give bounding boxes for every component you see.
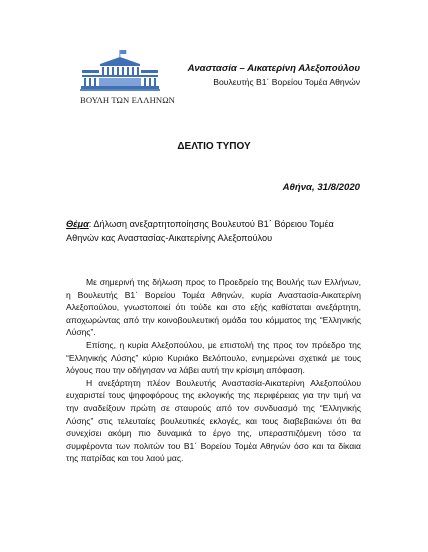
document-date: Αθήνα, 31/8/2020 xyxy=(282,182,360,193)
sender-block xyxy=(188,62,360,88)
sender-name: Αναστασία – Αικατερίνη Αλεξοπούλου xyxy=(187,63,360,74)
subject-text: : Δήλωση ανεξαρτητοποίησης Βουλευτού Β1΄ Βόρειου Τομέα Αθηνών κας Αναστασίας-Αικατερίνης Αλεξοπούλου xyxy=(66,219,334,243)
sender-role: Βουλευτής Β1΄ Βορείου Τομέα Αθηνών xyxy=(213,77,360,87)
paragraph: Η ανεξάρτητη πλέον Βουλευτής Αναστασία-Αικατερίνη Αλεξοπούλου ευχαριστεί τους ψηφοφόρους της εκλογικής της περιφέρειας για την τιμή να την αναδείξουν πρώτη σε σταυρούς από τον συνδυασμό της “Ελληνικής Λύσης” στις τελευταίες βουλευτικές εκλογές, και τους διαβεβαιώνει ότι θα συνεχίσει ακόμη πιο δυναμικά το έργο της, υπερασπιζόμενη τόσο τα συμφέροντα των πολιτών του Β1΄ Βορείου Τομέα Αθηνών όσο και τα δίκαια της πατρίδας και του λαού μας. xyxy=(66,377,361,464)
logo-text: ΒΟΥΛΗ ΤΩΝ ΕΛΛΗΝΩΝ xyxy=(80,95,175,105)
document-title: ΔΕΛΤΙΟ ΤΥΠΟΥ xyxy=(177,141,251,152)
paragraph: Επίσης, η κυρία Αλεξοπούλου, με επιστολή της προς τον πρόεδρο της “Ελληνικής Λύσης” κύριο Κυριάκο Βελόπουλο, ενημερώνει σχετικά με τους λόγους που την οδήγησαν να λάβει αυτή την κρίσιμη απόφαση. xyxy=(66,339,361,376)
paragraph: Με σημερινή της δήλωση προς το Προεδρείο της Βουλής των Ελλήνων, η Βουλευτής Β1΄ Βορείου Τομέα Αθηνών, κυρία Αναστασία-Αικατερίνη Αλεξοπούλου, γνωστοποιεί ότι τούδε και στο εξής καθίσταται ανεξάρτητη, αποχωρώντας από την κοινοβουλευτική ομάδα του κόμματος της “Ελληνικής Λύσης”. xyxy=(66,277,361,338)
subject-line xyxy=(66,217,362,245)
body-text xyxy=(66,276,361,465)
parliament-building-icon xyxy=(80,48,160,94)
subject-label: Θέμα xyxy=(66,219,89,229)
parliament-logo xyxy=(80,48,175,105)
